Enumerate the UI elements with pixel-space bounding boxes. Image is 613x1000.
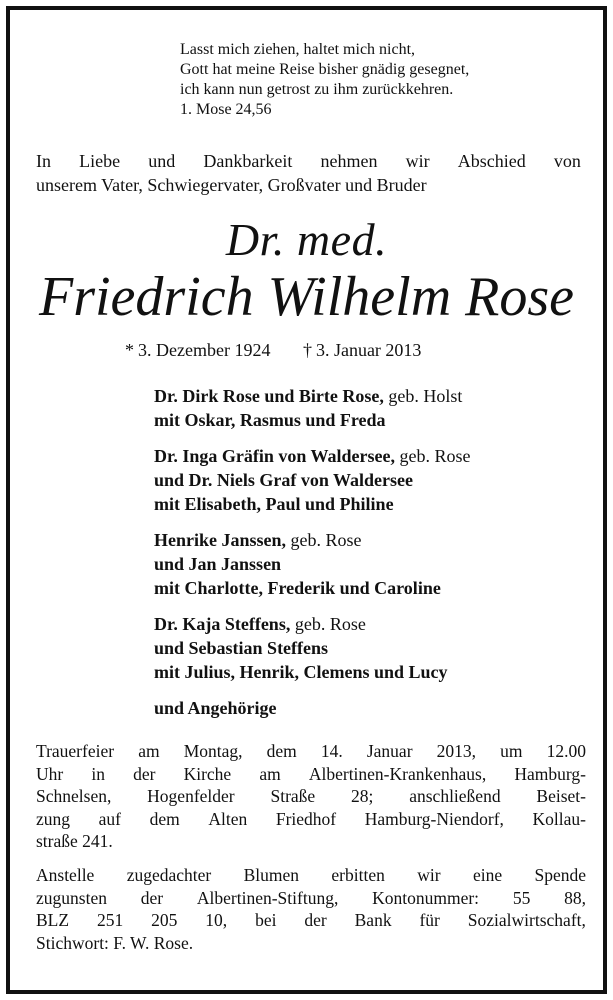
word: zugedachter bbox=[126, 865, 212, 885]
word: Straße bbox=[270, 786, 316, 806]
relatives-line: und Angehörige bbox=[154, 698, 277, 718]
funeral-line bbox=[36, 808, 586, 831]
word: Friedhof bbox=[275, 808, 337, 829]
donation-line-last: Stichwort: F. W. Rose. bbox=[36, 932, 194, 953]
family-line: mit Charlotte, Frederik und Caroline bbox=[154, 578, 441, 598]
word: eine bbox=[472, 865, 503, 885]
word: am bbox=[138, 741, 160, 761]
word: bei bbox=[255, 910, 277, 930]
obituary-content bbox=[10, 10, 603, 990]
family-line: und Sebastian Steffens bbox=[154, 638, 329, 658]
word: 10, bbox=[205, 910, 228, 930]
funeral-line bbox=[36, 763, 586, 786]
word: der bbox=[133, 763, 156, 784]
word: Kontonummer: bbox=[372, 887, 480, 908]
deceased-name: Friedrich Wilhelm Rose bbox=[38, 266, 574, 328]
family-group bbox=[154, 444, 594, 516]
family-head-maiden: geb. Rose bbox=[395, 446, 471, 466]
intro-paragraph bbox=[36, 149, 581, 197]
family-head-name: Dr. Inga Gräfin von Waldersee, bbox=[154, 446, 396, 466]
intro-word: Abschied bbox=[457, 151, 526, 171]
intro-word: In bbox=[36, 151, 51, 171]
family-head-maiden: geb. Rose bbox=[290, 614, 366, 634]
word: Trauerfeier bbox=[36, 741, 115, 761]
family-head-maiden: geb. Holst bbox=[383, 386, 463, 406]
word: dem bbox=[266, 741, 297, 761]
family-head bbox=[154, 612, 594, 636]
word: anschließend bbox=[409, 786, 501, 806]
word: Kirche bbox=[183, 763, 232, 784]
family-head bbox=[154, 384, 594, 408]
word: Anstelle bbox=[36, 865, 95, 885]
family-head-name: Dr. Dirk Rose und Birte Rose, bbox=[154, 386, 384, 406]
obituary-frame bbox=[6, 6, 607, 994]
word: Alten bbox=[208, 808, 248, 829]
verse-line: ich kann nun getrost zu ihm zurückkehren. bbox=[180, 81, 454, 98]
birth-date: 3. Dezember 1924 bbox=[138, 340, 271, 360]
word: am bbox=[259, 763, 281, 784]
word: in bbox=[91, 763, 105, 784]
word: Albertinen-Krankenhaus, bbox=[308, 763, 487, 784]
intro-word: von bbox=[553, 151, 581, 171]
word: 28; bbox=[351, 786, 374, 806]
word: zugunsten bbox=[36, 887, 107, 908]
word: wir bbox=[417, 865, 441, 885]
word: Montag, bbox=[183, 741, 243, 761]
intro-line-2: unserem Vater, Schwiegervater, Großvater und Bruder bbox=[36, 175, 427, 195]
word: 12.00 bbox=[546, 741, 586, 761]
verse-line: Lasst mich ziehen, haltet mich nicht, bbox=[180, 41, 416, 58]
word: Januar bbox=[366, 741, 413, 761]
family-head bbox=[154, 528, 594, 552]
word: der bbox=[304, 910, 327, 930]
word: zung bbox=[36, 808, 71, 829]
word: Schnelsen, bbox=[36, 786, 112, 806]
funeral-line bbox=[36, 785, 586, 808]
bible-verse bbox=[180, 40, 580, 120]
word: 88, bbox=[564, 887, 586, 908]
death-group bbox=[303, 338, 421, 362]
word: Spende bbox=[534, 865, 586, 885]
word: Hamburg-Niendorf, bbox=[364, 808, 504, 829]
intro-word: und bbox=[148, 151, 176, 171]
word: Uhr bbox=[36, 763, 64, 784]
intro-line-1 bbox=[36, 149, 581, 173]
funeral-line bbox=[36, 740, 586, 763]
donation-line bbox=[36, 887, 586, 910]
word: 2013, bbox=[436, 741, 477, 761]
word: Kollau- bbox=[532, 808, 586, 829]
family-group bbox=[154, 612, 594, 684]
word: 14. bbox=[320, 741, 343, 761]
word: auf bbox=[98, 808, 121, 829]
word: 251 bbox=[96, 910, 124, 930]
death-date: 3. Januar 2013 bbox=[315, 340, 422, 360]
family-group bbox=[154, 384, 594, 432]
word: 55 bbox=[512, 887, 531, 908]
funeral-line-last: straße 241. bbox=[36, 831, 113, 851]
donation-line bbox=[36, 864, 586, 887]
donation-line bbox=[36, 909, 586, 932]
word: der bbox=[140, 887, 164, 908]
family-line: mit Oskar, Rasmus und Freda bbox=[154, 410, 386, 430]
family-head-maiden: geb. Rose bbox=[286, 530, 362, 550]
word: dem bbox=[149, 808, 180, 829]
intro-word: Dankbarkeit bbox=[203, 151, 293, 171]
word: für bbox=[419, 910, 440, 930]
family-group bbox=[154, 528, 594, 600]
word: Hamburg- bbox=[514, 763, 586, 784]
word: Albertinen-Stiftung, bbox=[196, 887, 339, 908]
word: BLZ bbox=[36, 910, 70, 930]
deceased-title: Dr. med. bbox=[225, 214, 388, 265]
word: Bank bbox=[354, 910, 392, 930]
verse-line: Gott hat meine Reise bisher gnädig gesegnet, bbox=[180, 61, 470, 78]
word: Sozialwirtschaft, bbox=[467, 910, 586, 930]
word: 205 bbox=[151, 910, 178, 930]
word: Beiset- bbox=[536, 786, 586, 806]
life-dates bbox=[125, 338, 545, 362]
intro-word: Liebe bbox=[79, 151, 121, 171]
intro-word: wir bbox=[405, 151, 430, 171]
family-line: und Jan Janssen bbox=[154, 554, 282, 574]
word: Blumen bbox=[243, 865, 300, 885]
donation-request bbox=[36, 864, 586, 954]
funeral-details bbox=[36, 740, 586, 853]
word: erbitten bbox=[331, 865, 385, 885]
intro-word: nehmen bbox=[320, 151, 378, 171]
family-line: und Dr. Niels Graf von Waldersee bbox=[154, 470, 414, 490]
verse-reference: 1. Mose 24,56 bbox=[180, 101, 272, 118]
word: um bbox=[500, 741, 523, 761]
family-list bbox=[154, 384, 594, 720]
family-head-name: Henrike Janssen, bbox=[154, 530, 287, 550]
birth-star-icon: * bbox=[125, 340, 134, 360]
family-head-name: Dr. Kaja Steffens, bbox=[154, 614, 291, 634]
death-cross-icon: † bbox=[302, 340, 312, 360]
family-line: mit Elisabeth, Paul und Philine bbox=[154, 494, 394, 514]
family-line: mit Julius, Henrik, Clemens und Lucy bbox=[154, 662, 448, 682]
word: Hogenfelder bbox=[147, 786, 235, 806]
family-head bbox=[154, 444, 594, 468]
